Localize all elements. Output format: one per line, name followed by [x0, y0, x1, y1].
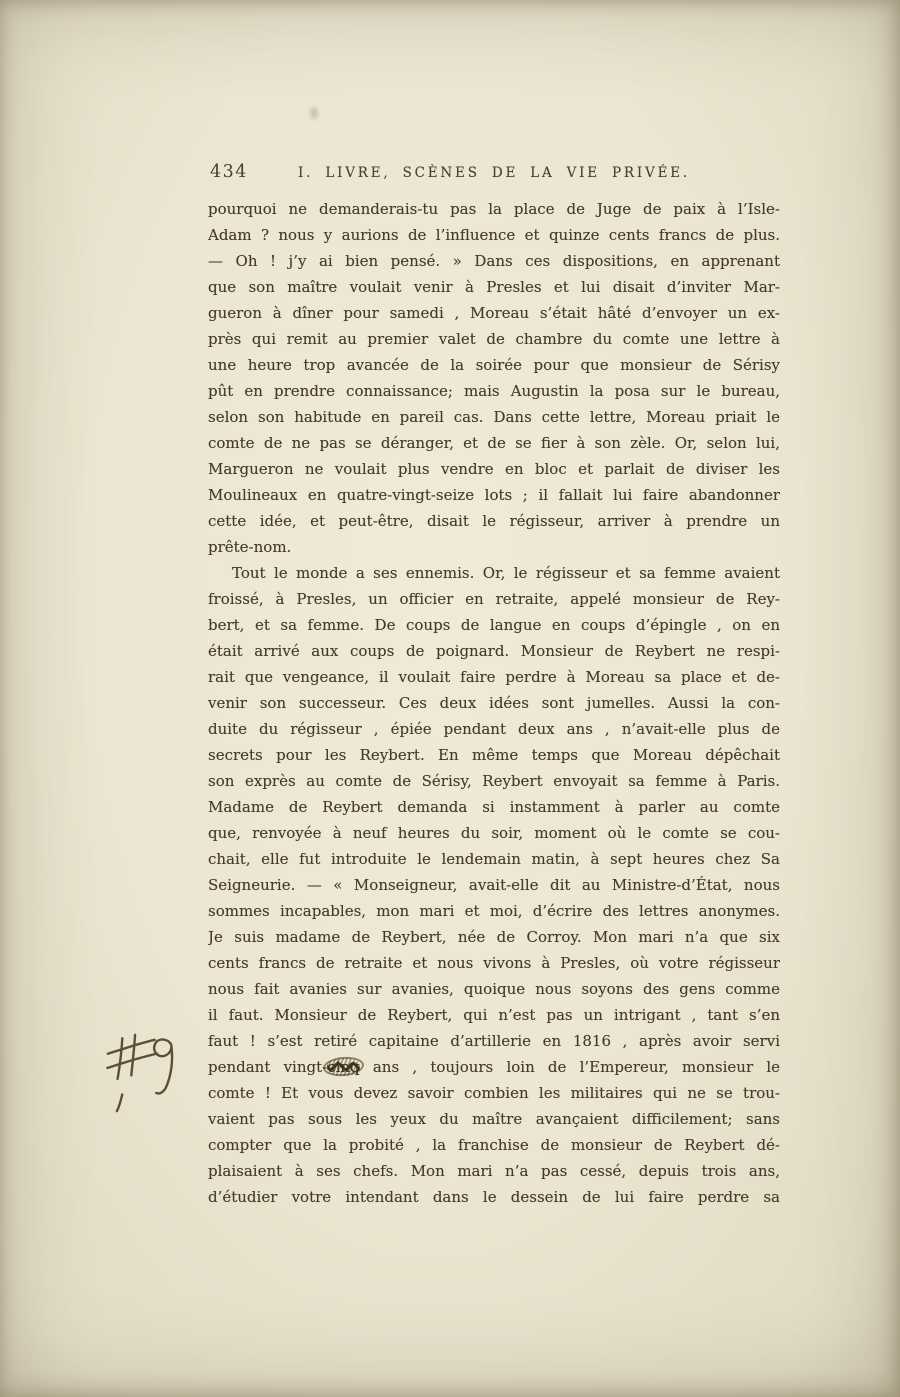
- text-line: pourquoi ne demanderais-tu pas la place de Juge de paix à l’Isle-: [208, 200, 780, 218]
- margin-annotation-text: [184, 1026, 185, 1027]
- text-line: compter que la probité , la franchise de monsieur de Reybert dé-: [208, 1136, 780, 1154]
- text-line: selon son habitude en pareil cas. Dans cette lettre, Moreau priait le: [208, 408, 780, 426]
- text-line: chait, elle fut introduite le lendemain matin, à sept heures chez Sa: [208, 850, 780, 868]
- text-line: bert, et sa femme. De coups de langue en coups d’épingle , on en: [208, 616, 780, 634]
- text-line: pût en prendre connaissance; mais Augustin la posa sur le bureau,: [208, 382, 780, 400]
- text-line: venir son successeur. Ces deux idées sont jumelles. Aussi la con-: [208, 694, 780, 712]
- margin-annotation: [106, 1026, 184, 1118]
- text-line: son exprès au comte de Sérisy, Reybert envoyait sa femme à Paris.: [208, 772, 780, 790]
- text-segment: pendant vingt-: [208, 1058, 328, 1076]
- text-line: que, renvoyée à neuf heures du soir, moment où le comte se cou-: [208, 824, 780, 842]
- text-segment: ans , toujours loin de l’Empereur, monsieur le: [359, 1058, 780, 1076]
- text-line: plaisaient à ses chefs. Mon mari n’a pas cessé, depuis trois ans,: [208, 1162, 780, 1180]
- text-line: comte ! Et vous devez savoir combien les militaires qui ne se trou-: [208, 1084, 780, 1102]
- handwritten-mark-icon: [106, 1026, 184, 1118]
- text-line: Seigneurie. — « Monseigneur, avait-elle dit au Ministre-d’État, nous: [208, 876, 780, 894]
- struck-word: cinq: [327, 1058, 360, 1076]
- text-line: vaient pas sous les yeux du maître avançaient difficilement; sans: [208, 1110, 780, 1128]
- text-line: froissé, à Presles, un officier en retraite, appelé monsieur de Rey-: [208, 590, 780, 608]
- text-line: cents francs de retraite et nous vivons à Presles, où votre régisseur: [208, 954, 780, 972]
- text-line: Tout le monde a ses ennemis. Or, le régisseur et sa femme avaient: [232, 564, 780, 582]
- text-line: [208, 1054, 780, 1080]
- text-line: près qui remit au premier valet de chambre du comte une lettre à: [208, 330, 780, 348]
- running-title: I. LIVRE, SCÈNES DE LA VIE PRIVÉE.: [298, 165, 690, 181]
- text-line: prête-nom.: [208, 538, 292, 556]
- text-line: nous fait avanies sur avanies, quoique nous soyons des gens comme: [208, 980, 780, 998]
- text-line: Adam ? nous y aurions de l’influence et quinze cents francs de plus.: [208, 226, 780, 244]
- text-line: Je suis madame de Reybert, née de Corroy. Mon mari n’a que six: [208, 928, 780, 946]
- text-line: Madame de Reybert demanda si instamment à parler au comte: [208, 798, 780, 816]
- text-line: que son maître voulait venir à Presles et lui disait d’inviter Mar-: [208, 278, 780, 296]
- text-line: Moulineaux en quatre-vingt-seize lots ; il fallait lui faire abandonner: [208, 486, 780, 504]
- text-line: rait que vengeance, il voulait faire perdre à Moreau sa place et de-: [208, 668, 780, 686]
- text-line: comte de ne pas se déranger, et de se fier à son zèle. Or, selon lui,: [208, 434, 780, 452]
- text-line: une heure trop avancée de la soirée pour que monsieur de Sérisy: [208, 356, 780, 374]
- text-line: sommes incapables, mon mari et moi, d’écrire des lettres anonymes.: [208, 902, 780, 920]
- text-line: d’étudier votre intendant dans le dessein de lui faire perdre sa: [208, 1188, 780, 1206]
- text-line: Margueron ne voulait plus vendre en bloc et parlait de diviser les: [208, 460, 780, 478]
- body-text: [208, 196, 780, 1210]
- text-line: il faut. Monsieur de Reybert, qui n’est pas un intrigant , tant s’en: [208, 1006, 780, 1024]
- smudge-mark: [308, 104, 320, 122]
- text-line: cette idée, et peut-être, disait le régisseur, arriver à prendre un: [208, 512, 780, 530]
- text-line: faut ! s’est retiré capitaine d’artillerie en 1816 , après avoir servi: [208, 1032, 780, 1050]
- page-header: [208, 162, 780, 184]
- text-line: secrets pour les Reybert. En même temps que Moreau dépêchait: [208, 746, 780, 764]
- text-line: gueron à dîner pour samedi , Moreau s’était hâté d’envoyer un ex-: [208, 304, 780, 322]
- text-line: — Oh ! j’y ai bien pensé. » Dans ces dispositions, en apprenant: [208, 252, 780, 270]
- text-line: était arrivé aux coups de poignard. Monsieur de Reybert ne respi-: [208, 642, 780, 660]
- page-number: 434: [210, 162, 248, 182]
- text-line: duite du régisseur , épiée pendant deux ans , n’avait-elle plus de: [208, 720, 780, 738]
